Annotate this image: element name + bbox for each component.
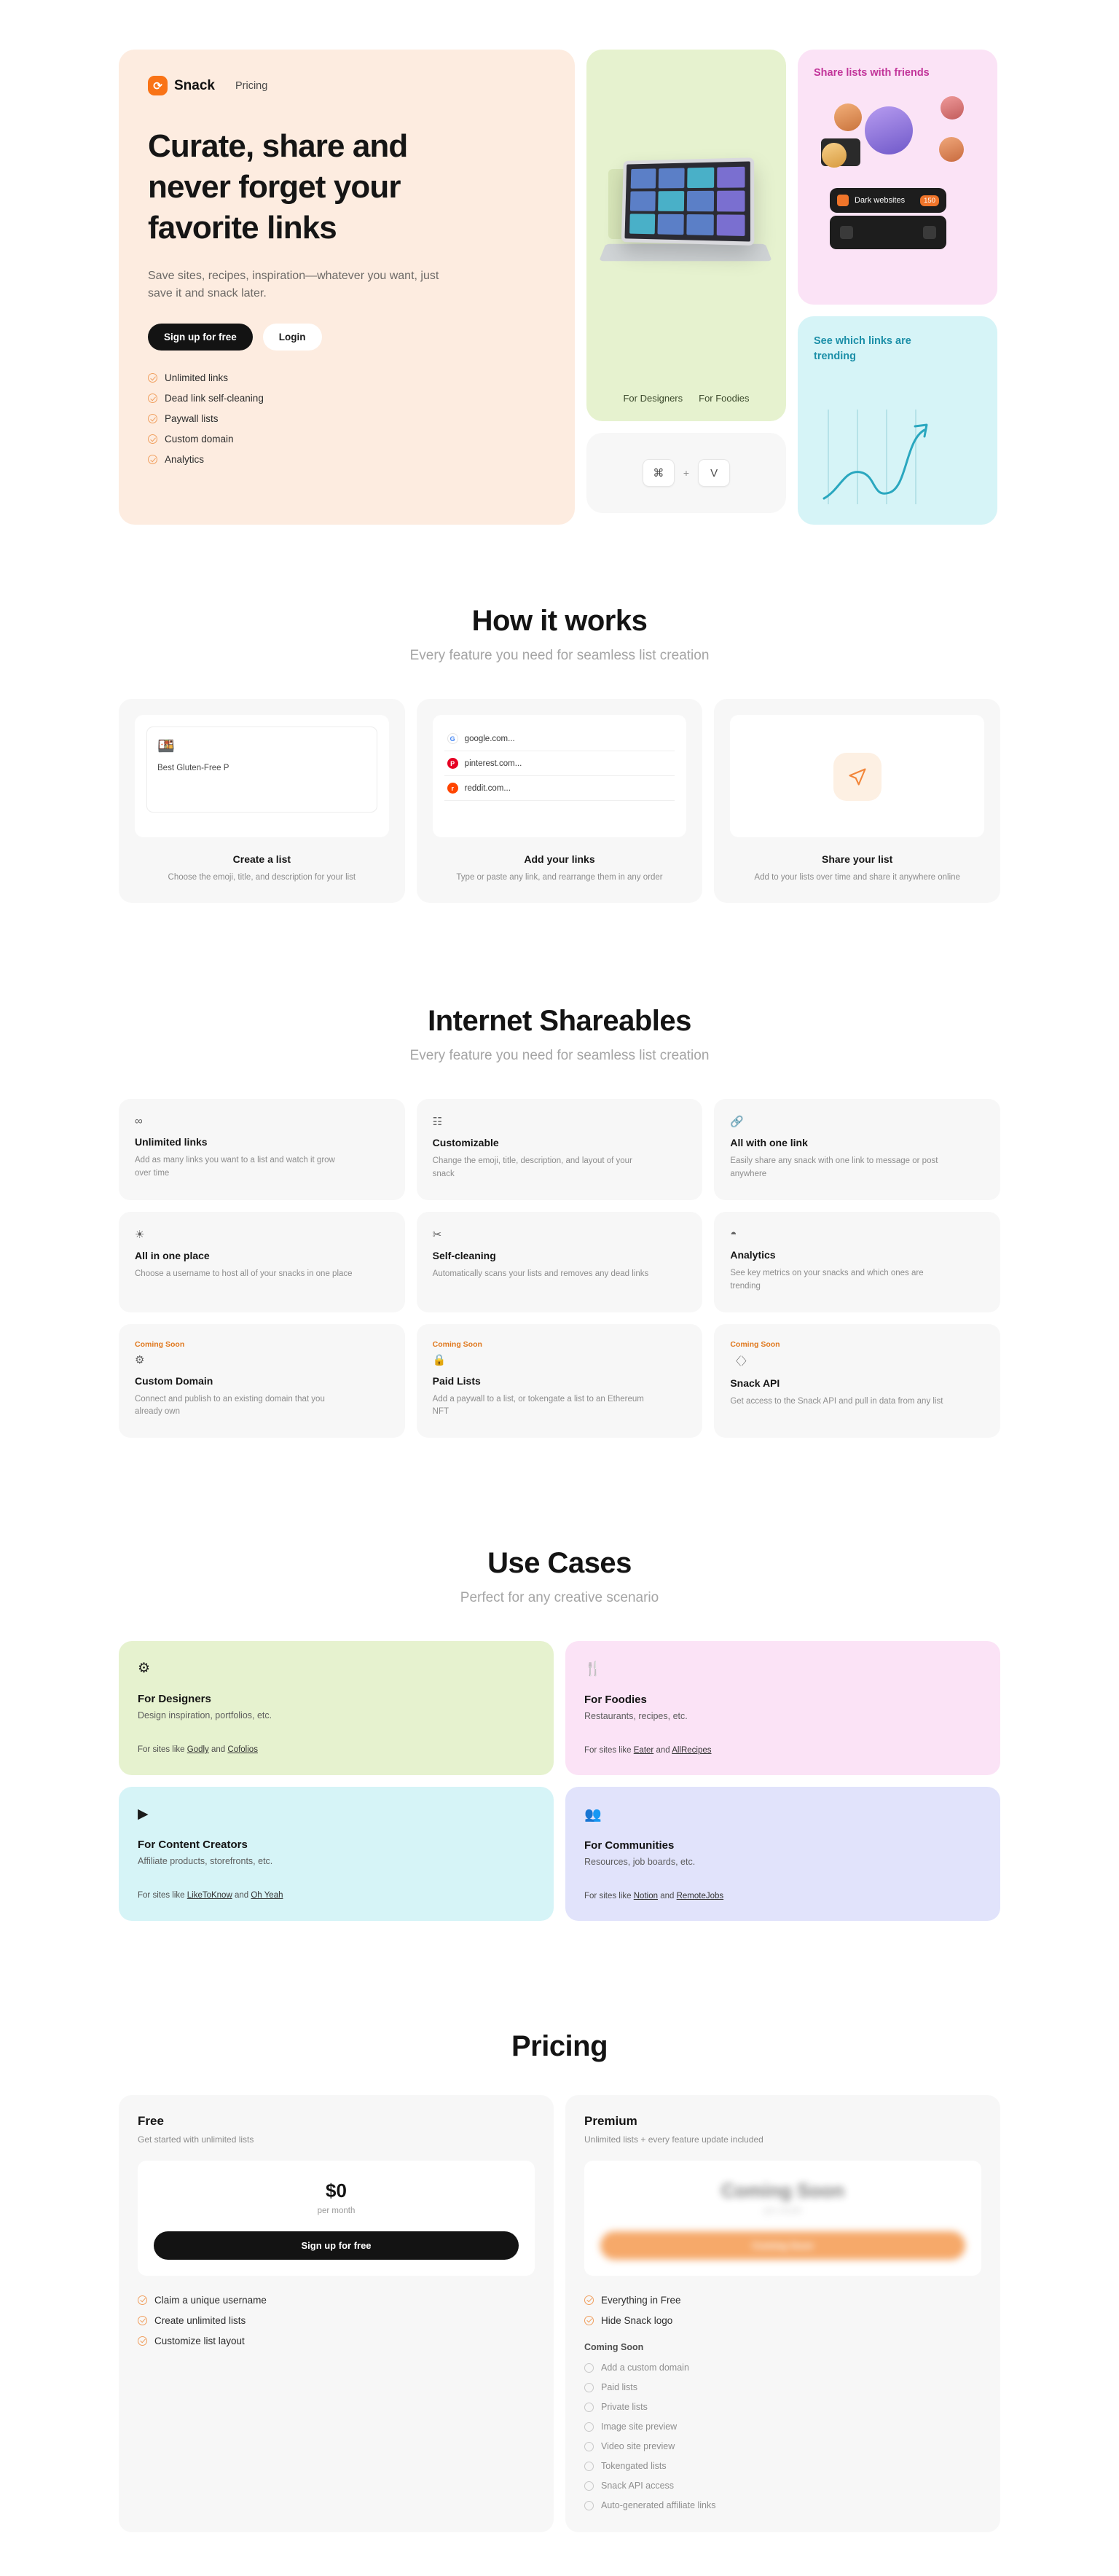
google-icon: G (447, 733, 458, 744)
pricing-card-premium (565, 2095, 1000, 2532)
screen-thumbnail-grid (629, 167, 745, 236)
feature-card-all-in-one-place (119, 1212, 405, 1312)
feature-title: Customizable (432, 1137, 499, 1149)
snack-logo-icon: ⟳ (148, 76, 168, 95)
check-icon (584, 2403, 594, 2412)
broom-icon: ✂ (432, 1228, 442, 1241)
avatar (939, 137, 964, 162)
plan-feature-label: Create unlimited lists (154, 2315, 246, 2327)
check-icon (584, 2481, 594, 2491)
hero-cta-group (148, 324, 546, 351)
plan-name: Free (138, 2114, 164, 2129)
hero-subheadline: Save sites, recipes, inspiration—whatever you want, just save it and snack later. (148, 269, 439, 300)
feature-desc: Change the emoji, title, description, and layout of your snack (432, 1156, 632, 1179)
check-icon (148, 434, 157, 444)
brand-name: Snack (174, 77, 215, 93)
avatar (865, 106, 913, 154)
share-with-friends-card (798, 50, 997, 305)
share-card-title: Share lists with friends (814, 67, 930, 79)
feature-title: Analytics (730, 1248, 776, 1261)
dark-pill-count: 150 (920, 195, 939, 206)
use-case-desc: Affiliate products, storefronts, etc. (138, 1856, 273, 1867)
plan-period: per month (763, 2207, 802, 2216)
list-item (584, 2481, 981, 2491)
feature-title: Custom Domain (135, 1374, 213, 1387)
feature-title: Paid Lists (432, 1374, 481, 1387)
plan-amount: $0 (326, 2180, 347, 2202)
section-subtitle: Every feature you need for seamless list creation (409, 648, 710, 663)
feature-desc: Easily share any snack with one link to message or post anywhere (730, 1156, 938, 1179)
feature-grid (119, 1099, 1000, 1438)
feature-desc: Automatically scans your lists and removes any dead links (432, 1269, 649, 1278)
list-item (148, 413, 546, 424)
coming-soon-badge: Coming Soon (432, 1339, 482, 1349)
send-icon (833, 753, 882, 801)
list-item (444, 727, 675, 751)
use-case-grid (119, 1641, 1000, 1921)
avatar (834, 103, 862, 131)
device-base (599, 244, 772, 262)
pinterest-icon: P (447, 758, 458, 769)
check-icon (138, 2336, 147, 2346)
coming-feature-label: Image site preview (601, 2422, 678, 2432)
feature-title: All in one place (135, 1249, 210, 1261)
list-item (138, 2336, 535, 2346)
link-url-text: google.com... (464, 734, 515, 743)
check-icon (138, 2295, 147, 2305)
hero-headline: Curate, share and never forget your favorite links (148, 128, 408, 246)
how-card-desc: Type or paste any link, and rearrange them in any order (456, 873, 663, 882)
check-icon (584, 2442, 594, 2451)
trending-card-title: See which links are trending (814, 335, 911, 363)
list-item (148, 454, 546, 465)
feature-desc: Add a paywall to a list, or tokengate a list to an Ethereum NFT (432, 1394, 644, 1417)
how-card-title: Share your list (822, 853, 893, 865)
avatar (822, 143, 847, 168)
food-icon: 🍴 (584, 1661, 602, 1677)
site-link-a[interactable]: Godly (186, 1745, 209, 1755)
coming-feature-label: Snack API access (601, 2481, 675, 2491)
plan-feature-label: Hide Snack logo (601, 2315, 673, 2327)
v-key: V (698, 459, 730, 487)
plan-feature-list (584, 2295, 981, 2326)
plus-symbol: + (683, 467, 690, 479)
community-icon: 👥 (584, 1807, 602, 1823)
feature-title: Snack API (730, 1377, 780, 1389)
list-item (138, 2315, 535, 2326)
feature-title: Self-cleaning (432, 1249, 496, 1261)
top-navbar (148, 76, 546, 95)
feature-card-one-link (714, 1099, 1000, 1200)
emoji-icon: 🍱 (157, 739, 175, 754)
list-item (584, 2315, 981, 2326)
plan-name: Premium (584, 2114, 637, 2129)
reddit-icon: r (447, 783, 458, 794)
how-it-works-section (119, 525, 1000, 903)
section-subtitle: Perfect for any creative scenario (460, 1590, 659, 1606)
plan-tagline: Get started with unlimited lists (138, 2134, 254, 2145)
site-link-b[interactable]: AllRecipes (672, 1746, 712, 1755)
hero-feature-label: Unlimited links (165, 372, 229, 384)
pricing-cards (119, 2095, 1000, 2532)
infinity-icon: ∞ (135, 1115, 143, 1128)
brand-logo[interactable] (148, 76, 215, 95)
add-links-preview (433, 715, 687, 837)
check-icon (584, 2316, 594, 2325)
how-card-share-list (714, 699, 1000, 903)
list-item (584, 2382, 981, 2392)
how-card-title: Add your links (524, 853, 595, 865)
plan-feature-list (138, 2295, 535, 2346)
check-icon (148, 455, 157, 464)
sites-prefix: For sites like (138, 1891, 185, 1900)
use-case-sites (584, 1892, 981, 1900)
gear-icon: ⚙ (135, 1353, 145, 1366)
use-case-title: For Foodies (584, 1694, 647, 1707)
plan-feature-label: Customize list layout (154, 2336, 245, 2347)
feature-card-paid-lists (417, 1324, 703, 1438)
plan-period: per month (317, 2207, 356, 2216)
avatar-cluster (798, 50, 997, 305)
share-list-preview (730, 715, 984, 837)
feature-card-custom-domain (119, 1324, 405, 1438)
list-item (148, 434, 546, 445)
use-cases-section (119, 1438, 1000, 1921)
feature-card-snack-api (714, 1324, 1000, 1438)
list-title-text: Best Gluten-Free P (157, 764, 229, 772)
sites-joiner: and (211, 1745, 226, 1755)
site-link-b[interactable]: RemoteJobs (676, 1892, 724, 1901)
link-url-text: reddit.com... (464, 783, 511, 793)
code-icon: 〈〉 (730, 1355, 753, 1368)
link-url-text: pinterest.com... (464, 759, 522, 768)
sites-prefix: For sites like (584, 1892, 632, 1901)
avatar (941, 96, 964, 120)
keyboard-shortcut-card (586, 433, 786, 513)
chart-icon: ◓ (730, 1227, 737, 1240)
desktop-device-illustration (602, 159, 770, 268)
use-case-title: For Content Creators (138, 1839, 248, 1852)
section-title: How it works (471, 605, 648, 637)
coming-feature-label: Auto-generated affiliate links (601, 2500, 716, 2511)
list-item (584, 2422, 981, 2432)
hero-feature-label: Dead link self-cleaning (165, 393, 264, 404)
design-icon: ⚙ (138, 1661, 151, 1677)
list-item (148, 393, 546, 404)
hero-feature-list (148, 372, 546, 465)
plan-price-box (138, 2161, 535, 2276)
plan-tagline: Unlimited lists + every feature update included (584, 2134, 763, 2145)
section-title: Internet Shareables (428, 1005, 691, 1038)
feature-title: Unlimited links (135, 1136, 208, 1148)
sites-prefix: For sites like (138, 1745, 185, 1755)
coming-soon-badge: Coming Soon (135, 1339, 185, 1349)
coming-feature-label: Paid lists (601, 2382, 638, 2393)
feature-desc: Connect and publish to an existing domain that you already own (135, 1394, 325, 1417)
free-signup-button[interactable]: Sign up for free (154, 2231, 519, 2260)
hero-main-card (119, 50, 575, 525)
section-title: Use Cases (487, 1547, 632, 1580)
how-card-desc: Add to your lists over time and share it anywhere online (754, 873, 960, 882)
hero-feature-label: Paywall lists (165, 413, 219, 425)
list-preview-box (146, 727, 377, 813)
feature-desc: Get access to the Snack API and pull in data from any list (730, 1396, 943, 1406)
feature-desc: Choose a username to host all of your snacks in one place (135, 1269, 353, 1278)
list-item (138, 2295, 535, 2306)
trend-chart-icon (814, 402, 952, 512)
use-case-sites (138, 1745, 535, 1754)
list-item (444, 776, 675, 801)
link-for-designers[interactable]: For Designers (623, 393, 683, 404)
check-icon (148, 414, 157, 423)
section-subtitle: Every feature you need for seamless list creation (409, 1048, 710, 1064)
site-link-a[interactable]: Eater (633, 1746, 654, 1755)
list-item (584, 2295, 981, 2306)
use-case-card-designers[interactable] (119, 1641, 554, 1775)
premium-cta-button: Coming Soon (600, 2231, 965, 2260)
nav-item-pricing[interactable]: Pricing (235, 79, 268, 92)
use-case-card-foodies[interactable] (565, 1641, 1000, 1775)
trending-card (798, 316, 997, 525)
feature-title: All with one link (730, 1137, 808, 1149)
use-case-title: For Communities (584, 1839, 675, 1852)
section-title: Pricing (511, 2030, 608, 2063)
use-case-title: For Designers (138, 1693, 211, 1706)
check-icon (138, 2316, 147, 2325)
list-item (148, 372, 546, 383)
coming-feature-label: Tokengated lists (601, 2461, 667, 2472)
use-case-card-content-creators[interactable] (119, 1787, 554, 1921)
coming-soon-list (584, 2362, 981, 2510)
sites-joiner: and (660, 1892, 675, 1901)
plan-amount: Coming Soon (721, 2180, 844, 2202)
plan-price-box (584, 2161, 981, 2276)
list-item (584, 2402, 981, 2412)
site-link-a[interactable]: Notion (633, 1892, 658, 1901)
how-it-works-cards (119, 699, 1000, 903)
site-link-a[interactable]: LikeToKnow (186, 1891, 232, 1900)
hero-device-card (586, 50, 786, 421)
use-case-sites (584, 1746, 981, 1755)
feature-desc: See key metrics on your snacks and which ones are trending (730, 1268, 924, 1291)
signup-button[interactable]: Sign up for free (148, 324, 253, 351)
coming-soon-heading: Coming Soon (584, 2342, 644, 2353)
check-icon (148, 373, 157, 383)
coming-feature-label: Video site preview (601, 2441, 675, 2452)
sites-joiner: and (234, 1891, 249, 1900)
list-item (584, 2362, 981, 2373)
use-case-desc: Restaurants, recipes, etc. (584, 1711, 688, 1722)
hero-card-links (586, 393, 786, 404)
pricing-card-free (119, 2095, 554, 2532)
link-icon: 🔗 (730, 1116, 745, 1129)
link-for-foodies[interactable]: For Foodies (699, 393, 750, 404)
list-item (584, 2461, 981, 2471)
video-icon: ▶ (138, 1806, 149, 1823)
check-icon (584, 2295, 594, 2305)
site-link-b[interactable]: Cofolios (227, 1745, 258, 1755)
hero-feature-label: Custom domain (165, 434, 234, 445)
hero-middle-column (586, 50, 786, 525)
use-case-desc: Resources, job boards, etc. (584, 1857, 696, 1868)
list-item (584, 2500, 981, 2510)
plan-feature-label: Everything in Free (601, 2295, 681, 2306)
plan-feature-label: Claim a unique username (154, 2295, 267, 2306)
login-button[interactable]: Login (263, 324, 322, 351)
site-link-b[interactable]: Oh Yeah (251, 1891, 283, 1900)
coming-feature-label: Add a custom domain (601, 2362, 689, 2373)
check-icon (584, 2422, 594, 2432)
feature-card-self-cleaning (417, 1212, 703, 1312)
internet-shareables-section (119, 903, 1000, 1438)
list-item (444, 751, 675, 776)
check-icon (584, 2501, 594, 2510)
sites-joiner: and (656, 1746, 670, 1755)
globe-icon: ☀ (135, 1228, 145, 1241)
how-card-add-links (417, 699, 703, 903)
check-icon (584, 2363, 594, 2373)
device-screen (621, 157, 755, 246)
command-key: ⌘ (643, 459, 675, 487)
pricing-section (119, 1921, 1000, 2576)
feature-card-analytics (714, 1212, 1000, 1312)
how-card-desc: Choose the emoji, title, and description for your list (168, 873, 356, 882)
console-illustration (830, 216, 946, 249)
list-thumb-icon (837, 195, 849, 206)
check-icon (148, 394, 157, 403)
feature-card-unlimited-links (119, 1099, 405, 1200)
list-item (584, 2441, 981, 2451)
dark-pill-label: Dark websites (855, 196, 906, 205)
use-case-desc: Design inspiration, portfolios, etc. (138, 1710, 272, 1721)
coming-feature-label: Private lists (601, 2402, 648, 2413)
check-icon (584, 2383, 594, 2392)
how-card-title: Create a list (232, 853, 291, 865)
coming-soon-badge: Coming Soon (730, 1339, 780, 1349)
create-list-preview (135, 715, 389, 837)
check-icon (584, 2462, 594, 2471)
hero-section (119, 0, 1000, 525)
use-case-sites (138, 1891, 535, 1900)
dark-websites-pill (830, 188, 946, 213)
sites-prefix: For sites like (584, 1746, 632, 1755)
use-case-card-communities[interactable] (565, 1787, 1000, 1921)
layout-icon: ☷ (432, 1116, 443, 1129)
lock-icon: 🔒 (432, 1353, 447, 1366)
hero-right-column (798, 50, 997, 525)
feature-desc: Add as many links you want to a list and watch it grow over time (135, 1156, 335, 1178)
how-card-create-list (119, 699, 405, 903)
feature-card-customizable (417, 1099, 703, 1200)
hero-feature-label: Analytics (165, 454, 205, 466)
